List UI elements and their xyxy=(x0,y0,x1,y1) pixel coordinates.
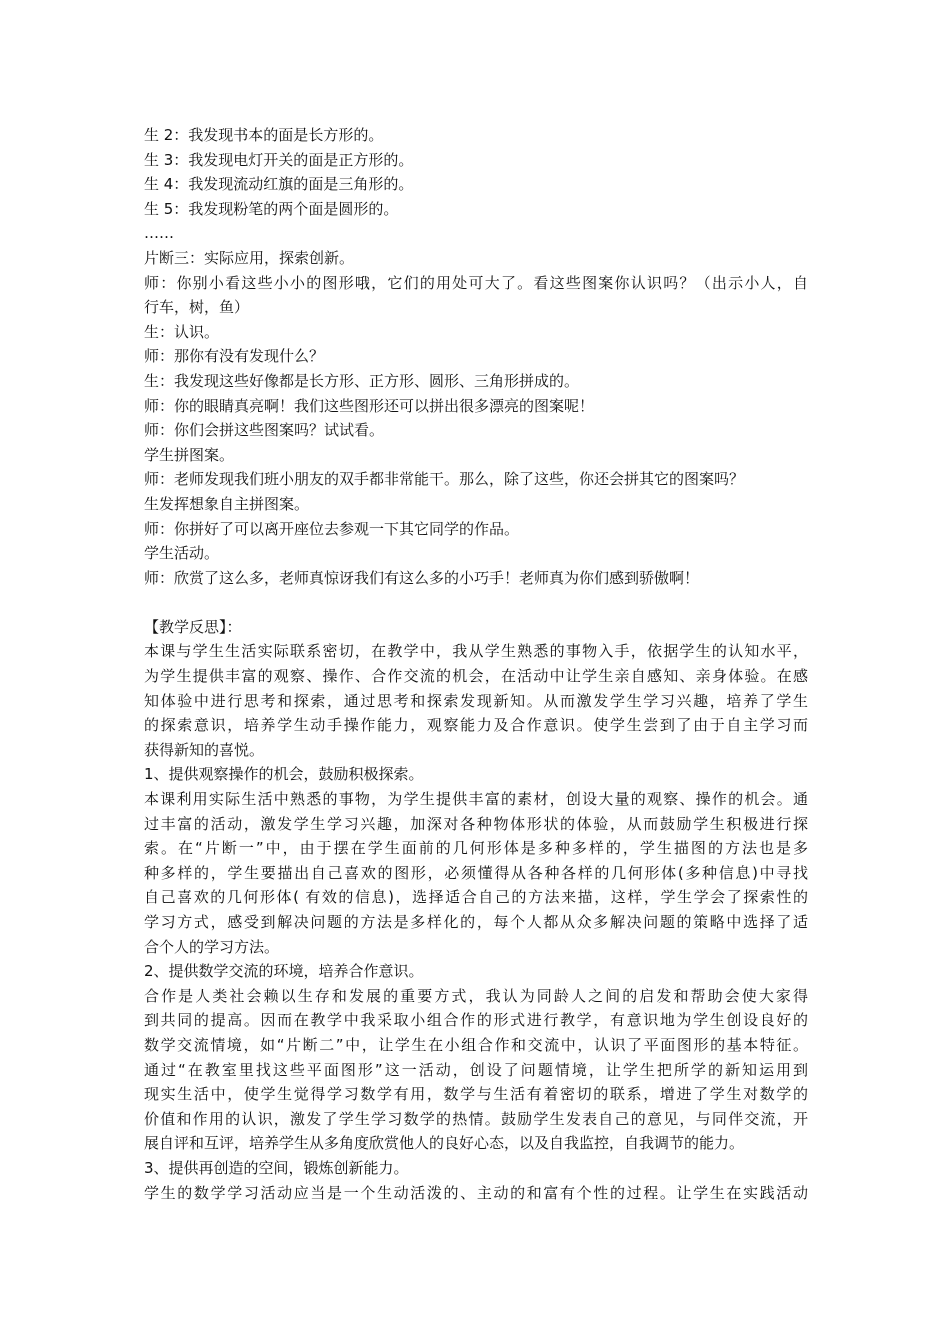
text-line: 合个人的学习方法。 xyxy=(144,937,280,956)
text-line: 的探索意识，培养学生动手操作能力，观察能力及合作意识。使学生尝到了由于自主学习而 xyxy=(144,716,808,735)
point-heading: 2、提供数学交流的环境，培养合作意识。 xyxy=(144,962,424,981)
dialogue-line: 师：你拼好了可以离开座位去参观一下其它同学的作品。 xyxy=(144,519,520,538)
text-line: 行车，树，鱼） xyxy=(144,298,250,317)
dialogue-line: 师：欣赏了这么多，老师真惊讶我们有这么多的小巧手！老师真为你们感到骄傲啊！ xyxy=(144,568,700,587)
point-body xyxy=(144,1181,808,1206)
text-line: 本课与学生生活实际联系密切，在教学中，我从学生熟悉的事物入手，依据学生的认知水平， xyxy=(144,642,808,661)
text-line: 索。在“片断一”中，由于摆在学生面前的几何形体是多种多样的，学生描图的方法也是多 xyxy=(144,839,808,858)
text-line: 学生的数学学习活动应当是一个生动活泼的、主动的和富有个性的过程。让学生在实践活动 xyxy=(144,1183,808,1202)
dialogue-line: 生 5：我发现粉笔的两个面是圆形的。 xyxy=(144,199,399,218)
point-body xyxy=(144,984,808,1156)
point-heading: 3、提供再创造的空间，锻炼创新能力。 xyxy=(144,1158,409,1177)
dialogue-block xyxy=(144,320,808,591)
dialogue-block xyxy=(144,123,808,271)
text-line: 现实生活中，使学生觉得学习数学有用，数学与生活有着密切的联系，增进了学生对数学的 xyxy=(144,1085,808,1104)
point-heading: 1、提供观察操作的机会，鼓励积极探索。 xyxy=(144,765,424,784)
text-line: 合作是人类社会赖以生存和发展的重要方式，我认为同龄人之间的启发和帮助会使大家得 xyxy=(144,986,808,1005)
dialogue-line: 生发挥想象自主拼图案。 xyxy=(144,494,310,513)
dialogue-line: 学生活动。 xyxy=(144,544,220,563)
text-line: 过丰富的活动，激发学生学习兴趣，加深对各种物体形状的体验，从而鼓励学生积极进行探 xyxy=(144,814,808,833)
text-line: 展自评和互评，培养学生从多角度欣赏他人的良好心态，以及自我监控，自我调节的能力。 xyxy=(144,1134,745,1153)
reflection-intro xyxy=(144,639,808,762)
text-line: 本课利用实际生活中熟悉的事物，为学生提供丰富的素材，创设大量的观察、操作的机会。通 xyxy=(144,790,808,809)
text-line: 通过“在教室里找这些平面图形”这一活动，创设了问题情境，让学生把所学的新知运用到 xyxy=(144,1060,808,1079)
dialogue-line: 生 3：我发现电灯开关的面是正方形的。 xyxy=(144,150,414,169)
dialogue-line: 生 4：我发现流动红旗的面是三角形的。 xyxy=(144,175,414,194)
text-line: 价值和作用的认识，激发了学生学习数学的热情。鼓励学生发表自己的意见，与同伴交流，开 xyxy=(144,1109,808,1128)
text-line: 数学交流情境，如“片断二”中，让学生在小组合作和交流中，认识了平面图形的基本特征。 xyxy=(144,1035,808,1054)
dialogue-line: 师：你们会拼这些图案吗？试试看。 xyxy=(144,421,385,440)
point-body xyxy=(144,787,808,959)
text-line: 为学生提供丰富的观察、操作、合作交流的机会，在活动中让学生亲自感知、亲身体验。在感 xyxy=(144,667,808,686)
dialogue-line: 生 2：我发现书本的面是长方形的。 xyxy=(144,126,384,144)
spacer xyxy=(144,590,808,615)
text-line: 学习方式，感受到解决问题的方法是多样化的，每个人都从众多解决问题的策略中选择了适 xyxy=(144,913,808,931)
text-line: 师：你别小看这些小小的图形哦，它们的用处可大了。看这些图案你认识吗？（出示小人，自 xyxy=(144,273,808,292)
ellipsis: …… xyxy=(144,224,174,243)
text-line: 自己喜欢的几何形体( 有效的信息)，选择适合自己的方法来描，这样，学生学会了探索性的 xyxy=(144,888,808,907)
text-line: 知体验中进行思考和探索，通过思考和探索发现新知。从而激发学生学习兴趣，培养了学生 xyxy=(144,691,808,710)
dialogue-line: 师：你的眼睛真亮啊！我们这些图形还可以拼出很多漂亮的图案呢！ xyxy=(144,396,595,415)
dialogue-line: 师：老师发现我们班小朋友的双手都非常能干。那么，除了这些，你还会拼其它的图案吗？ xyxy=(144,470,745,489)
dialogue-line: 师：那你有没有发现什么？ xyxy=(144,347,325,366)
reflection-heading: 【教学反思】： xyxy=(144,617,242,636)
text-line: 到共同的提高。因而在教学中我采取小组合作的形式进行教学，有意识地为学生创设良好的 xyxy=(144,1011,808,1030)
text-line: 获得新知的喜悦。 xyxy=(144,740,265,759)
teacher-question xyxy=(144,271,808,320)
text-line: 种多样的，学生要描出自己喜欢的图形，必须懂得从各种各样的几何形体(多种信息)中寻找 xyxy=(144,863,808,882)
segment-heading: 片断三：实际应用，探索创新。 xyxy=(144,248,355,267)
dialogue-line: 生：我发现这些好像都是长方形、正方形、圆形、三角形拼成的。 xyxy=(144,371,580,390)
dialogue-line: 学生拼图案。 xyxy=(144,445,235,464)
document-page xyxy=(144,123,808,1205)
dialogue-line: 生：认识。 xyxy=(144,322,220,341)
